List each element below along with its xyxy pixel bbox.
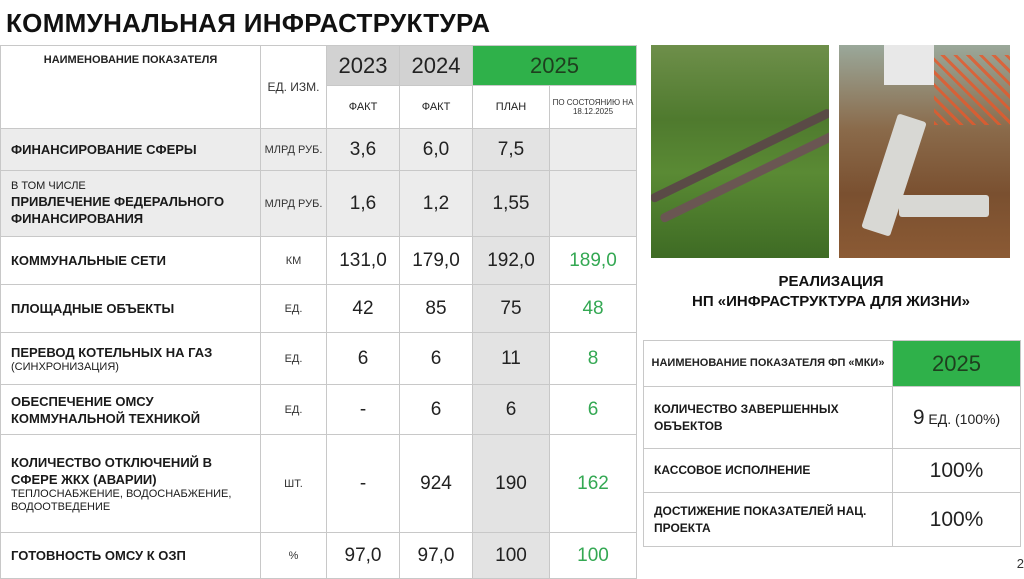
table-row xyxy=(1,533,637,579)
table-row xyxy=(1,435,637,533)
row-prefix: В ТОМ ЧИСЛЕ xyxy=(11,180,86,192)
row-unit: % xyxy=(261,533,327,579)
row-value-plan: 6 xyxy=(473,385,550,435)
trench-photo xyxy=(839,45,1010,258)
row-value-2023: 42 xyxy=(327,285,400,333)
subheader-fact-2023: ФАКТ xyxy=(327,86,400,129)
project-table xyxy=(643,340,1021,547)
row-name: ФИНАНСИРОВАНИЕ СФЕРЫ xyxy=(11,142,197,157)
row-value-current: 162 xyxy=(550,435,637,533)
project-row-value: 100% xyxy=(893,449,1021,493)
subheader-fact-2024: ФАКТ xyxy=(400,86,473,129)
row-value-2023: 1,6 xyxy=(327,171,400,237)
row-indicator-name xyxy=(1,533,261,579)
row-indicator-name xyxy=(1,171,261,237)
header-year-2024: 2024 xyxy=(400,46,473,86)
row-value-2024: 6 xyxy=(400,385,473,435)
row-value-current: 8 xyxy=(550,333,637,385)
row-unit: МЛРД РУБ. xyxy=(261,171,327,237)
row-note: ТЕПЛОСНАБЖЕНИЕ, ВОДОСНАБЖЕНИЕ, ВОДООТВЕДЕНИЕ xyxy=(11,487,232,513)
table-row xyxy=(1,333,637,385)
row-value-2024: 179,0 xyxy=(400,237,473,285)
table-row xyxy=(1,385,637,435)
row-name: ПЕРЕВОД КОТЕЛЬНЫХ НА ГАЗ xyxy=(11,344,213,360)
row-value-2024: 85 xyxy=(400,285,473,333)
row-value-plan: 190 xyxy=(473,435,550,533)
project-title: РЕАЛИЗАЦИЯ НП «ИНФРАСТРУКТУРА ДЛЯ ЖИЗНИ» xyxy=(691,273,970,310)
row-name: ОБЕСПЕЧЕНИЕ ОМСУ КОММУНАЛЬНОЙ ТЕХНИКОЙ xyxy=(11,393,201,426)
project-header-name: НАИМЕНОВАНИЕ ПОКАЗАТЕЛЯ ФП «МКИ» xyxy=(644,341,893,387)
infrastructure-table xyxy=(0,45,637,579)
row-value-2023: 6 xyxy=(327,333,400,385)
row-name: ПРИВЛЕЧЕНИЕ ФЕДЕРАЛЬНОГО ФИНАНСИРОВАНИЯ xyxy=(11,194,225,226)
row-value-2024: 97,0 xyxy=(400,533,473,579)
row-value-current: 48 xyxy=(550,285,637,333)
header-year-2023: 2023 xyxy=(327,46,400,86)
row-indicator-name xyxy=(1,285,261,333)
row-unit: КМ xyxy=(261,237,327,285)
page-number: 2 xyxy=(1016,556,1024,571)
project-row-value: 9 ЕД. (100%) xyxy=(893,387,1021,449)
row-unit: МЛРД РУБ. xyxy=(261,129,327,171)
row-value-2024: 6 xyxy=(400,333,473,385)
row-indicator-name xyxy=(1,333,261,385)
row-value-plan: 7,5 xyxy=(473,129,550,171)
subheader-plan: ПЛАН xyxy=(473,86,550,129)
header-indicator-name: НАИМЕНОВАНИЕ ПОКАЗАТЕЛЯ xyxy=(1,46,261,129)
row-value-current xyxy=(550,129,637,171)
table-row xyxy=(1,171,637,237)
row-indicator-name xyxy=(1,385,261,435)
row-unit: ЕД. xyxy=(261,285,327,333)
project-row-value: 100% xyxy=(893,493,1021,547)
row-value-current: 189,0 xyxy=(550,237,637,285)
pipeline-photo xyxy=(651,45,829,258)
table-row xyxy=(1,237,637,285)
row-value-plan: 100 xyxy=(473,533,550,579)
project-row xyxy=(644,493,1021,547)
row-value-plan: 192,0 xyxy=(473,237,550,285)
subheader-current: ПО СОСТОЯНИЮ НА 18.12.2025 xyxy=(550,86,637,129)
row-value-plan: 75 xyxy=(473,285,550,333)
row-name: КОЛИЧЕСТВО ОТКЛЮЧЕНИЙ В СФЕРЕ ЖКХ (АВАРИИ) xyxy=(11,454,213,487)
project-row-name: КОЛИЧЕСТВО ЗАВЕРШЕННЫХ ОБЪЕКТОВ xyxy=(644,387,893,449)
project-header-year: 2025 xyxy=(893,341,1021,387)
row-name: ПЛОЩАДНЫЕ ОБЪЕКТЫ xyxy=(11,301,175,316)
project-row-name: КАССОВОЕ ИСПОЛНЕНИЕ xyxy=(644,449,893,493)
row-value-plan: 1,55 xyxy=(473,171,550,237)
row-indicator-name xyxy=(1,435,261,533)
row-value-current: 6 xyxy=(550,385,637,435)
row-indicator-name xyxy=(1,237,261,285)
row-value-2023: 131,0 xyxy=(327,237,400,285)
row-name: ГОТОВНОСТЬ ОМСУ К ОЗП xyxy=(11,548,186,563)
row-value-plan: 11 xyxy=(473,333,550,385)
row-value-2023: - xyxy=(327,435,400,533)
header-year-2025: 2025 xyxy=(473,46,637,86)
row-unit: ЕД. xyxy=(261,333,327,385)
project-row xyxy=(644,449,1021,493)
row-value-2023: 3,6 xyxy=(327,129,400,171)
page-title: КОММУНАЛЬНАЯ ИНФРАСТРУКТУРА xyxy=(6,8,491,38)
row-value-2024: 1,2 xyxy=(400,171,473,237)
table-row xyxy=(1,129,637,171)
table-row xyxy=(1,285,637,333)
header-unit: ЕД. ИЗМ. xyxy=(261,46,327,129)
row-value-2024: 924 xyxy=(400,435,473,533)
project-row xyxy=(644,387,1021,449)
row-name: КОММУНАЛЬНЫЕ СЕТИ xyxy=(11,253,166,268)
row-note: (СИНХРОНИЗАЦИЯ) xyxy=(11,360,119,373)
row-value-2024: 6,0 xyxy=(400,129,473,171)
row-indicator-name xyxy=(1,129,261,171)
row-value-current xyxy=(550,171,637,237)
row-unit: ШТ. xyxy=(261,435,327,533)
row-unit: ЕД. xyxy=(261,385,327,435)
row-value-2023: 97,0 xyxy=(327,533,400,579)
row-value-2023: - xyxy=(327,385,400,435)
project-row-name: ДОСТИЖЕНИЕ ПОКАЗАТЕЛЕЙ НАЦ. ПРОЕКТА xyxy=(644,493,893,547)
row-value-current: 100 xyxy=(550,533,637,579)
